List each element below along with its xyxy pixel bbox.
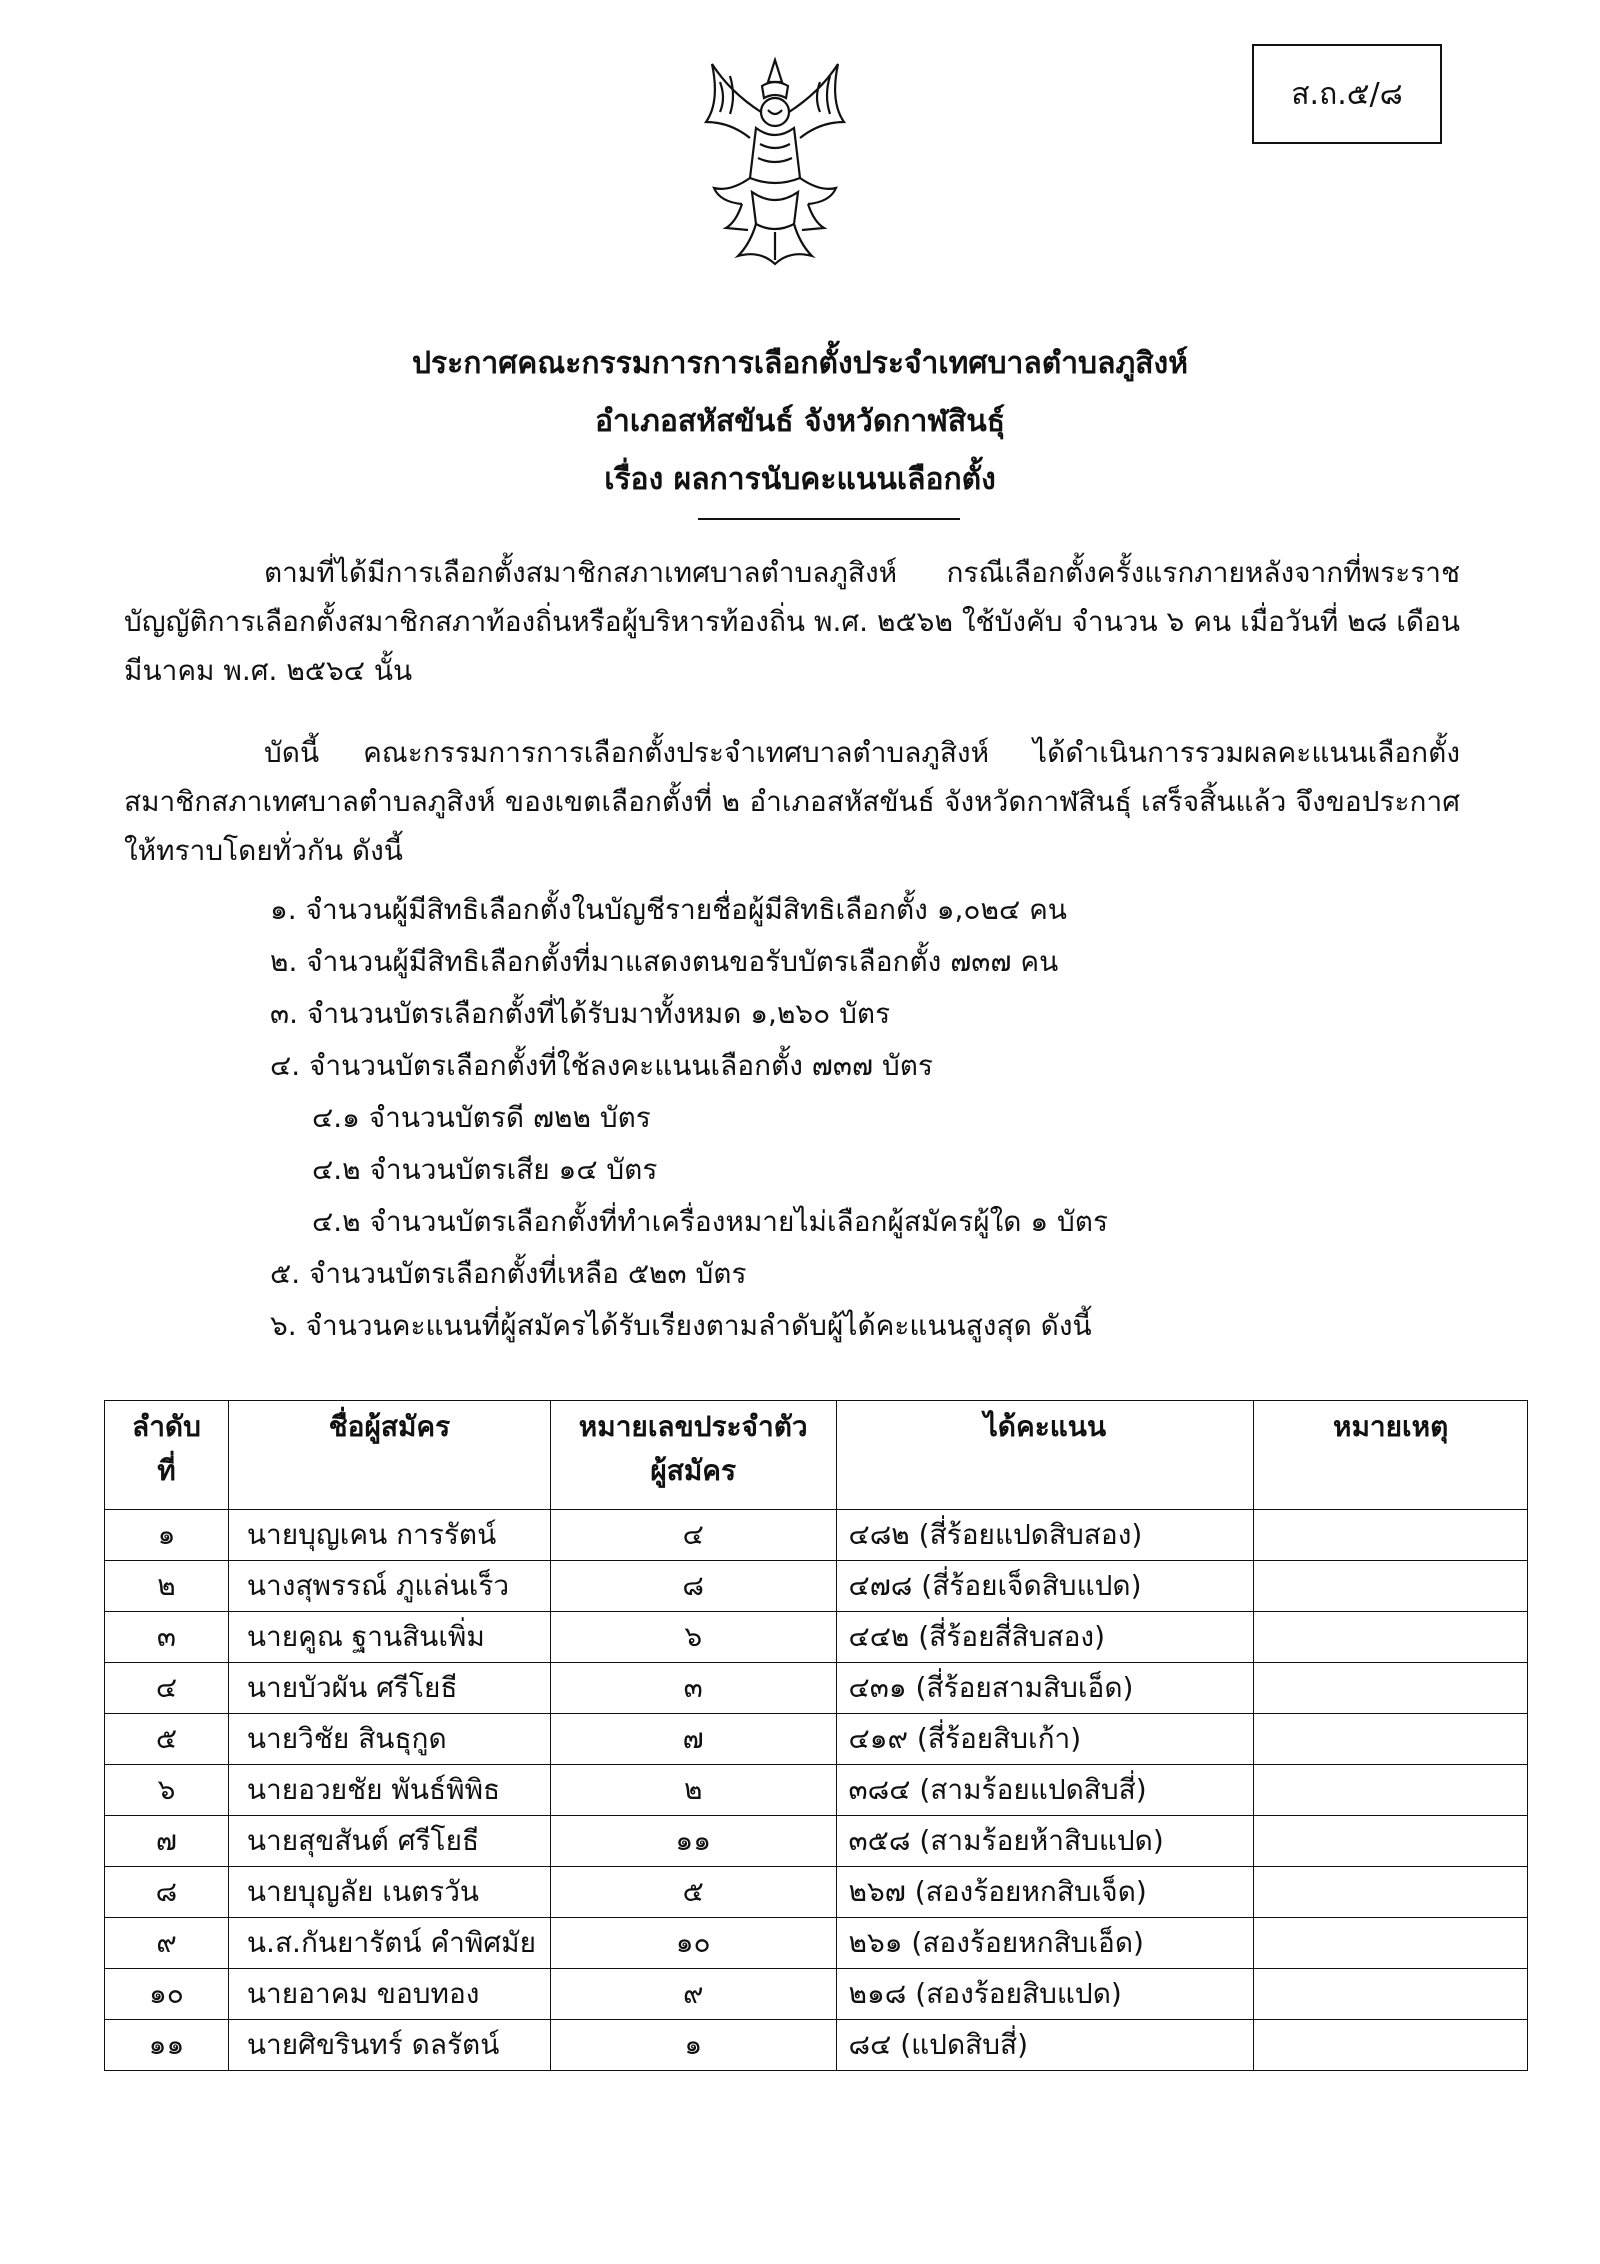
cell-votes: ๔๗๘ (สี่ร้อยเจ็ดสิบแปด) xyxy=(836,1561,1254,1612)
cell-rank: ๔ xyxy=(105,1663,229,1714)
cell-votes: ๓๕๘ (สามร้อยห้าสิบแปด) xyxy=(836,1816,1254,1867)
cell-name: นายบัวผัน ศรีโยธี xyxy=(228,1663,550,1714)
intro-paragraph: ตามที่ได้มีการเลือกตั้งสมาชิกสภาเทศบาลตำบลภูสิงห์ กรณีเลือกตั้งครั้งแรกภายหลังจากที่พระราชบัญญัติการเลือกตั้งสมาชิกสภาท้องถิ่นหรือผู้บริหารท้องถิ่น พ.ศ. ๒๕๖๒ ใช้บังคับ จำนวน ๖ คน เมื่อวันที่ ๒๘ เดือน มีนาคม พ.ศ. ๒๕๖๔ นั้น xyxy=(124,556,1460,687)
table-row xyxy=(105,1561,1528,1612)
table-row xyxy=(105,1765,1528,1816)
cell-number: ๖ xyxy=(550,1612,836,1663)
table-row xyxy=(105,1714,1528,1765)
garuda-emblem-icon xyxy=(690,52,860,272)
cell-name: นายวิชัย สินธุกูด xyxy=(228,1714,550,1765)
cell-votes: ๓๘๔ (สามร้อยแปดสิบสี่) xyxy=(836,1765,1254,1816)
item-6: ๖. จำนวนคะแนนที่ผู้สมัครได้รับเรียงตามลำดับผู้ได้คะแนนสูงสุด ดังนี้ xyxy=(270,1309,1092,1342)
cell-votes: ๔๘๒ (สี่ร้อยแปดสิบสอง) xyxy=(836,1510,1254,1561)
cell-number: ๔ xyxy=(550,1510,836,1561)
cell-remark xyxy=(1254,1714,1528,1765)
cell-votes: ๒๖๗ (สองร้อยหกสิบเจ็ด) xyxy=(836,1867,1254,1918)
table-header-row xyxy=(105,1401,1528,1510)
cell-name: นายศิขรินทร์ ดลรัตน์ xyxy=(228,2020,550,2071)
cell-remark xyxy=(1254,1561,1528,1612)
cell-number: ๗ xyxy=(550,1714,836,1765)
cell-remark xyxy=(1254,1867,1528,1918)
item-4-1: ๔.๑ จำนวนบัตรดี ๗๒๒ บัตร xyxy=(312,1101,651,1134)
announcement-paragraph: บัดนี้ คณะกรรมการการเลือกตั้งประจำเทศบาลตำบลภูสิงห์ ได้ดำเนินการรวมผลคะแนนเลือกตั้งสมาชิกสภาเทศบาลตำบลภูสิงห์ ของเขตเลือกตั้งที่ ๒ อำเภอสหัสขันธ์ จังหวัดกาฬสินธุ์ เสร็จสิ้นแล้ว จึงขอประกาศให้ทราบโดยทั่วกัน ดังนี้ xyxy=(124,736,1460,867)
cell-rank: ๖ xyxy=(105,1765,229,1816)
item-4: ๔. จำนวนบัตรเลือกตั้งที่ใช้ลงคะแนนเลือกตั้ง ๗๓๗ บัตร xyxy=(270,1049,933,1082)
cell-remark xyxy=(1254,1612,1528,1663)
cell-number: ๙ xyxy=(550,1969,836,2020)
results-table xyxy=(104,1400,1528,2071)
item-4-2: ๔.๒ จำนวนบัตรเสีย ๑๔ บัตร xyxy=(312,1153,658,1186)
cell-votes: ๔๓๑ (สี่ร้อยสามสิบเอ็ด) xyxy=(836,1663,1254,1714)
cell-name: นางสุพรรณ์ ภูแล่นเร็ว xyxy=(228,1561,550,1612)
cell-votes: ๒๖๑ (สองร้อยหกสิบเอ็ด) xyxy=(836,1918,1254,1969)
table-row xyxy=(105,1969,1528,2020)
cell-remark xyxy=(1254,1918,1528,1969)
item-4-3: ๔.๒ จำนวนบัตรเลือกตั้งที่ทำเครื่องหมายไม่เลือกผู้สมัครผู้ใด ๑ บัตร xyxy=(312,1205,1109,1238)
cell-name: นายคูณ ฐานสินเพิ่ม xyxy=(228,1612,550,1663)
cell-number: ๓ xyxy=(550,1663,836,1714)
item-5: ๕. จำนวนบัตรเลือกตั้งที่เหลือ ๕๒๓ บัตร xyxy=(270,1257,747,1290)
cell-number: ๘ xyxy=(550,1561,836,1612)
cell-name: นายบุญลัย เนตรวัน xyxy=(228,1867,550,1918)
cell-number: ๕ xyxy=(550,1867,836,1918)
title-line-2: อำเภอสหัสขันธ์ จังหวัดกาฬสินธุ์ xyxy=(594,404,1006,439)
title-line-1: ประกาศคณะกรรมการการเลือกตั้งประจำเทศบาลตำบลภูสิงห์ xyxy=(411,346,1188,381)
cell-rank: ๕ xyxy=(105,1714,229,1765)
cell-remark xyxy=(1254,1663,1528,1714)
header-number xyxy=(550,1401,836,1510)
cell-remark xyxy=(1254,1765,1528,1816)
cell-remark xyxy=(1254,1510,1528,1561)
table-row xyxy=(105,1663,1528,1714)
cell-remark xyxy=(1254,2020,1528,2071)
item-3: ๓. จำนวนบัตรเลือกตั้งที่ได้รับมาทั้งหมด ๑,๒๖๐ บัตร xyxy=(270,997,891,1030)
cell-votes: ๔๔๒ (สี่ร้อยสี่สิบสอง) xyxy=(836,1612,1254,1663)
cell-votes: ๔๑๙ (สี่ร้อยสิบเก้า) xyxy=(836,1714,1254,1765)
cell-name: น.ส.กันยารัตน์ คำพิศมัย xyxy=(228,1918,550,1969)
cell-rank: ๗ xyxy=(105,1816,229,1867)
cell-rank: ๑ xyxy=(105,1510,229,1561)
cell-rank: ๘ xyxy=(105,1867,229,1918)
item-2: ๒. จำนวนผู้มีสิทธิเลือกตั้งที่มาแสดงตนขอรับบัตรเลือกตั้ง ๗๓๗ คน xyxy=(270,945,1059,978)
cell-number: ๑๐ xyxy=(550,1918,836,1969)
table-row xyxy=(105,1816,1528,1867)
cell-remark xyxy=(1254,1969,1528,2020)
table-row xyxy=(105,2020,1528,2071)
cell-remark xyxy=(1254,1816,1528,1867)
cell-number: ๑ xyxy=(550,2020,836,2071)
title-line-3: เรื่อง ผลการนับคะแนนเลือกตั้ง xyxy=(604,462,996,497)
header-number-line-2: ผู้สมัคร xyxy=(650,1454,737,1487)
cell-rank: ๓ xyxy=(105,1612,229,1663)
cell-votes: ๘๔ (แปดสิบสี่) xyxy=(836,2020,1254,2071)
table-row xyxy=(105,1612,1528,1663)
cell-number: ๒ xyxy=(550,1765,836,1816)
cell-rank: ๙ xyxy=(105,1918,229,1969)
item-1: ๑. จำนวนผู้มีสิทธิเลือกตั้งในบัญชีรายชื่อผู้มีสิทธิเลือกตั้ง ๑,๐๒๔ คน xyxy=(270,893,1067,926)
header-rank-line-2: ที่ xyxy=(157,1454,176,1487)
cell-name: นายสุขสันต์ ศรีโยธี xyxy=(228,1816,550,1867)
form-code-box xyxy=(1252,44,1442,144)
title-divider xyxy=(698,518,960,520)
table-row xyxy=(105,1867,1528,1918)
cell-rank: ๑๐ xyxy=(105,1969,229,2020)
table-row xyxy=(105,1918,1528,1969)
cell-number: ๑๑ xyxy=(550,1816,836,1867)
form-code: ส.ถ.๕/๘ xyxy=(1291,76,1403,112)
cell-name: นายบุญเคน การรัตน์ xyxy=(228,1510,550,1561)
table-row xyxy=(105,1510,1528,1561)
header-remark: หมายเหตุ xyxy=(1254,1401,1528,1510)
cell-name: นายอวยชัย พันธ์พิพิธ xyxy=(228,1765,550,1816)
header-votes: ได้คะแนน xyxy=(836,1401,1254,1510)
cell-name: นายอาคม ขอบทอง xyxy=(228,1969,550,2020)
cell-votes: ๒๑๘ (สองร้อยสิบแปด) xyxy=(836,1969,1254,2020)
cell-rank: ๑๑ xyxy=(105,2020,229,2071)
header-number-line-1: หมายเลขประจำตัว xyxy=(578,1410,808,1443)
header-rank-line-1: ลำดับ xyxy=(132,1410,201,1443)
header-name: ชื่อผู้สมัคร xyxy=(228,1401,550,1510)
header-rank xyxy=(105,1401,229,1510)
cell-rank: ๒ xyxy=(105,1561,229,1612)
